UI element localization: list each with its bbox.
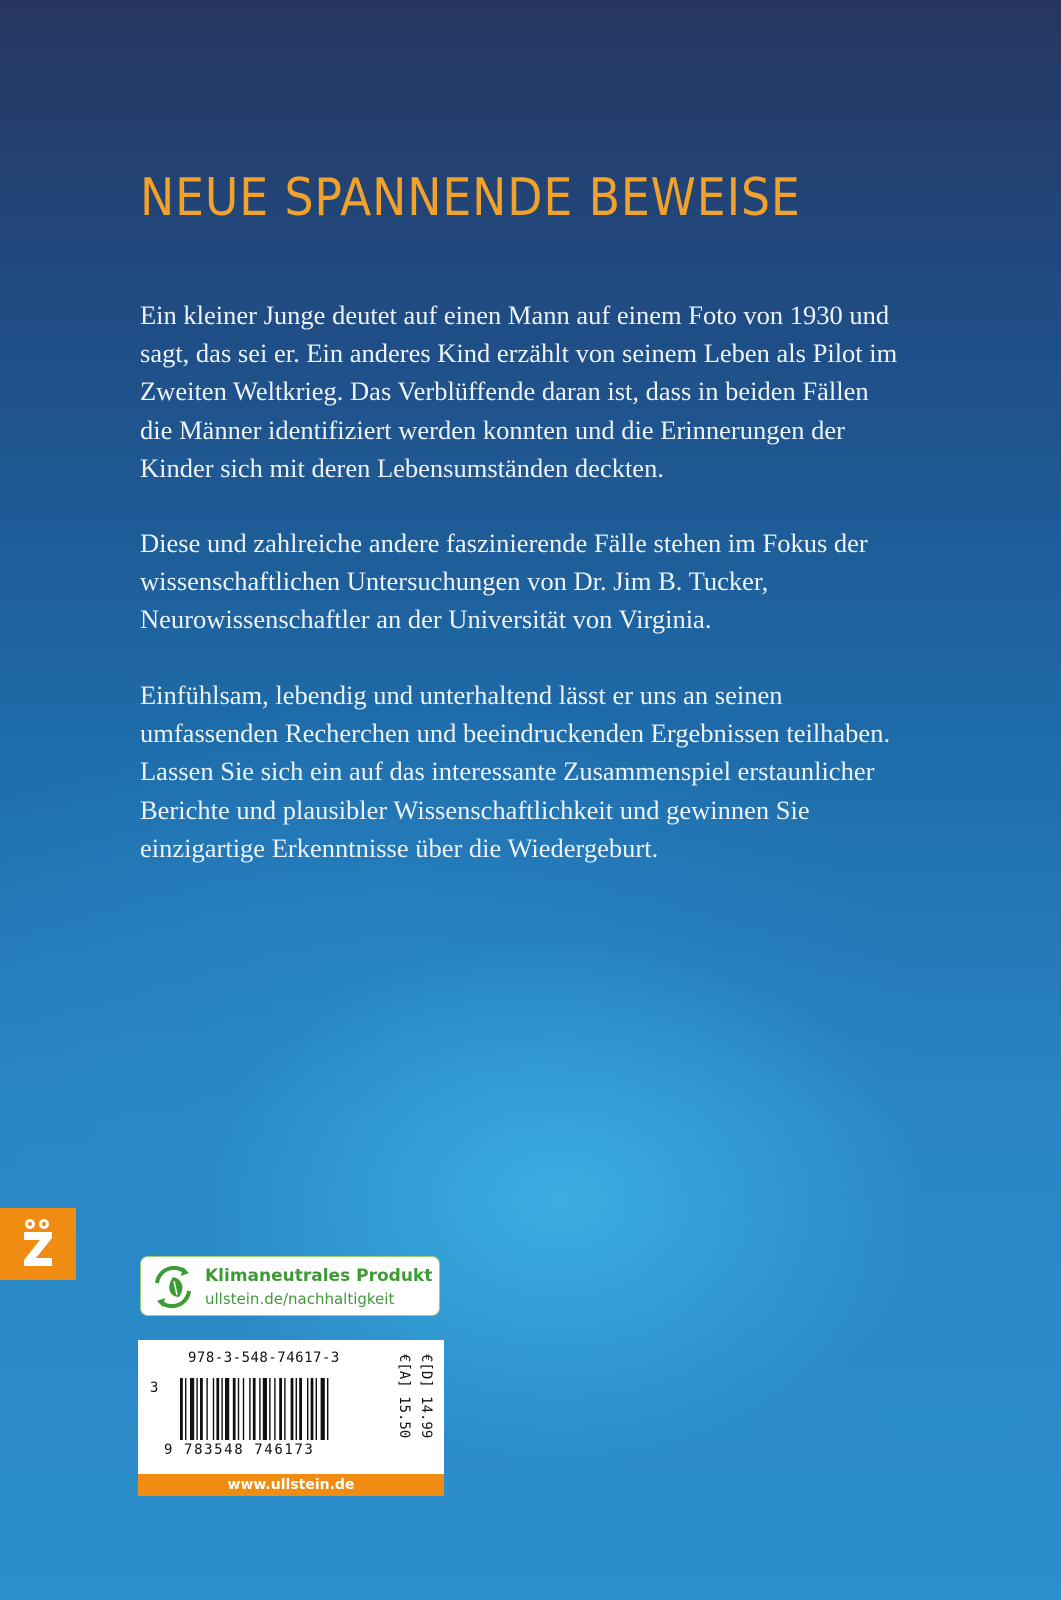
price-austria: €[A] 15.50 <box>396 1354 412 1439</box>
climate-neutral-badge <box>140 1256 440 1316</box>
blurb-paragraph-2: Diese und zahlreiche andere faszinierende Fälle stehen im Fokus der wissenschaftlichen Untersuchungen von Dr. Jim B. Tucker, Neurowissenschaftler an der Universität von Virginia. <box>140 528 868 635</box>
badge-url: ullstein.de/nachhaltigkeit <box>205 1290 395 1308</box>
owl-icon <box>0 1208 76 1280</box>
badge-title: Klimaneutrales Produkt <box>205 1266 433 1286</box>
publisher-logo <box>0 1208 76 1280</box>
isbn-number: 978-3-548-74617-3 <box>188 1350 340 1366</box>
headline: NEUE SPANNENDE BEWEISE <box>140 168 801 228</box>
blurb-paragraph-3: Einfühlsam, lebendig und unterhaltend lässt er uns an seinen umfassenden Recherchen und beeindruckenden Ergebnissen teilhaben. Lassen Sie sich ein auf das interessante Zusammenspiel erstaunlicher Berichte und plausibler Wissenschaftlichkeit und gewinnen Sie einzigartige Erkenntnisse über die Wiedergeburt. <box>140 680 891 863</box>
barcode-digits: 9 783548 746173 <box>164 1442 315 1458</box>
barcode-box <box>138 1340 444 1496</box>
blurb-paragraph-1: Ein kleiner Junge deutet auf einen Mann auf einem Foto von 1930 und sagt, das sei er. Ein anderes Kind erzählt von seinem Leben als Pilot im Zweiten Weltkrieg. Das Verblüffende daran ist, dass in beiden Fällen die Männer identifiziert werden konnten und die Erinnerungen der Kinder sich mit deren Lebensumständen deckten. <box>140 300 898 483</box>
barcode-addon-digit: 3 <box>150 1380 159 1396</box>
price-germany: €[D] 14.99 <box>418 1354 434 1439</box>
barcode-bars <box>180 1378 380 1440</box>
publisher-website: www.ullstein.de <box>138 1474 444 1496</box>
recycle-leaf-icon <box>149 1263 197 1311</box>
